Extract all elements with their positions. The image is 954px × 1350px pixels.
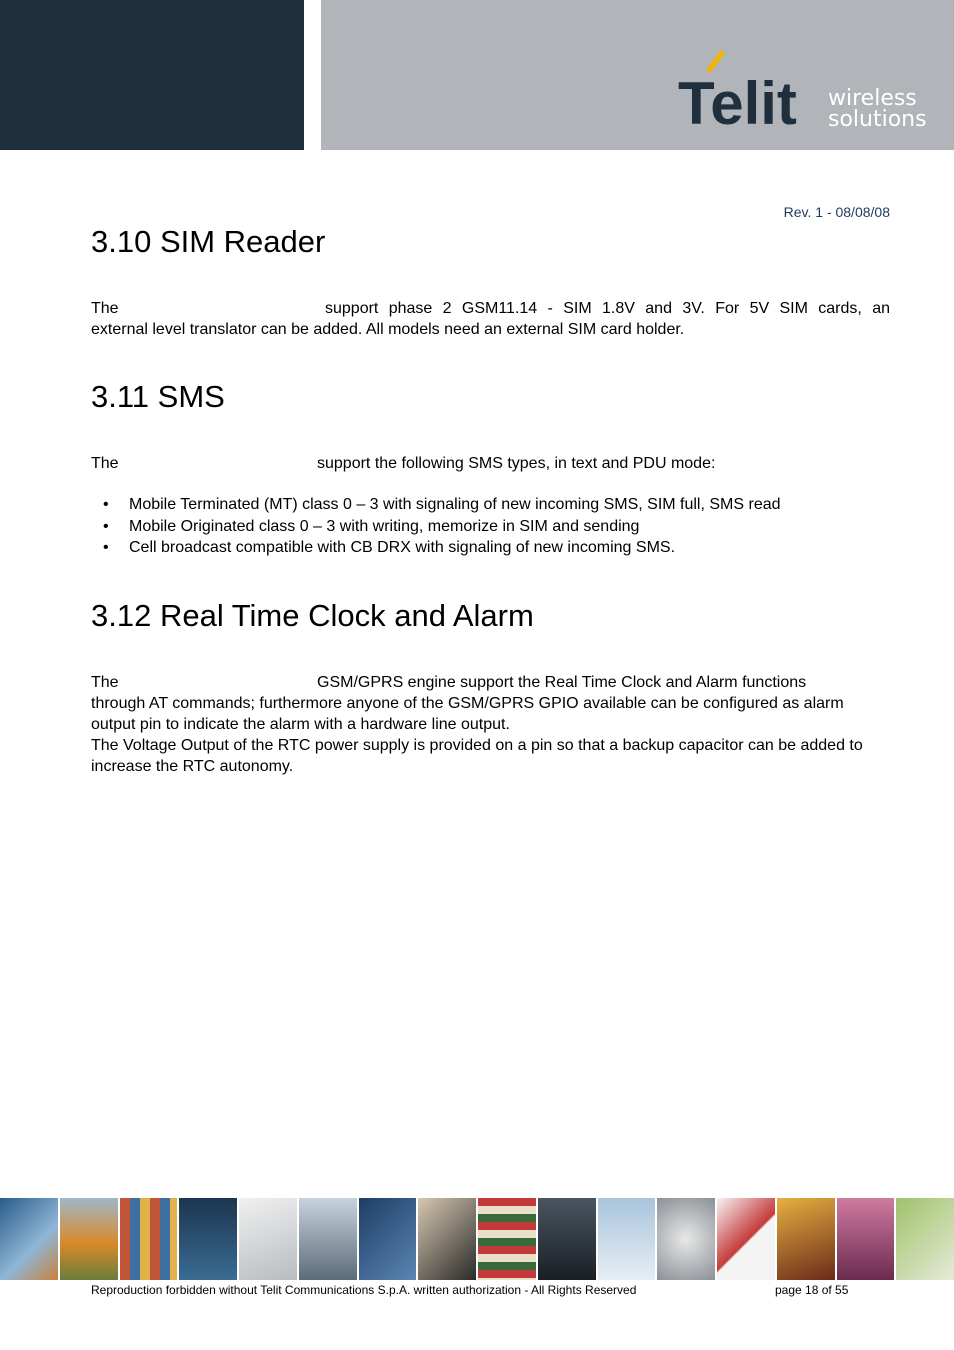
photo-tile: [359, 1198, 417, 1280]
rtc-paragraph-2: The Voltage Output of the RTC power supply is provided on a pin so that a backup capacitor can be added to increase the RTC autonomy.: [91, 737, 863, 775]
logo-tagline-1: wireless: [828, 86, 917, 111]
photo-tile: [478, 1198, 536, 1280]
telit-logo: [676, 50, 936, 140]
rtc-paragraph-cont: through AT commands; furthermore anyone of the GSM/GPRS GPIO available can be configured as alarm output pin to indicate the alarm with a hardware line output.: [91, 695, 844, 733]
rtc-lead: The: [91, 674, 119, 691]
sim-reader-line2: external level translator can be added. All models need an external SIM card holder.: [91, 321, 685, 338]
photo-tile: [179, 1198, 237, 1280]
photo-tile: [299, 1198, 357, 1280]
rtc-paragraph-line1: [91, 672, 890, 693]
footer-notice: Reproduction forbidden without Telit Communications S.p.A. written authorization - All Rights Reserved: [91, 1283, 637, 1297]
photo-tile: [657, 1198, 715, 1280]
photo-tile: [717, 1198, 775, 1280]
rtc-line1: GSM/GPRS engine support the Real Time Clock and Alarm functions: [317, 674, 807, 691]
sms-bullet-list: [91, 494, 890, 559]
list-item: • Mobile Terminated (MT) class 0 – 3 with signaling of new incoming SMS, SIM full, SMS read: [103, 496, 781, 513]
photo-tile: [598, 1198, 656, 1280]
list-item: • Cell broadcast compatible with CB DRX with signaling of new incoming SMS.: [103, 539, 676, 556]
heading-rtc: 3.12 Real Time Clock and Alarm: [91, 598, 534, 633]
photo-tile: [837, 1198, 895, 1280]
photo-tile: [120, 1198, 178, 1280]
sim-line1: support phase 2 GSM11.14 - SIM 1.8V and 3V. For 5V SIM cards, an: [325, 300, 890, 317]
heading-sms: 3.11 SMS: [91, 379, 225, 414]
photo-tile: [538, 1198, 596, 1280]
revision-label: Rev. 1 - 08/08/08: [783, 204, 890, 220]
photo-tile: [60, 1198, 118, 1280]
photo-tile: [239, 1198, 297, 1280]
sms-body: support the following SMS types, in text and PDU mode:: [317, 455, 716, 472]
header-dark-band: [0, 0, 304, 150]
photo-strip: [0, 1198, 954, 1282]
photo-tile: [418, 1198, 476, 1280]
page-number: page 18 of 55: [775, 1283, 849, 1297]
list-item: • Mobile Originated class 0 – 3 with writing, memorize in SIM and sending: [103, 517, 640, 535]
sim-reader-paragraph: [91, 298, 890, 319]
logo-wordmark: Telit: [678, 70, 797, 137]
heading-sim-reader: 3.10 SIM Reader: [91, 224, 326, 259]
photo-tile: [896, 1198, 954, 1280]
sim-lead: The: [91, 300, 119, 317]
logo-tagline-2: solutions: [828, 107, 927, 132]
sms-lead: The: [91, 455, 119, 472]
photo-tile: [0, 1198, 58, 1280]
photo-tile: [777, 1198, 835, 1280]
sms-paragraph: [91, 453, 890, 474]
